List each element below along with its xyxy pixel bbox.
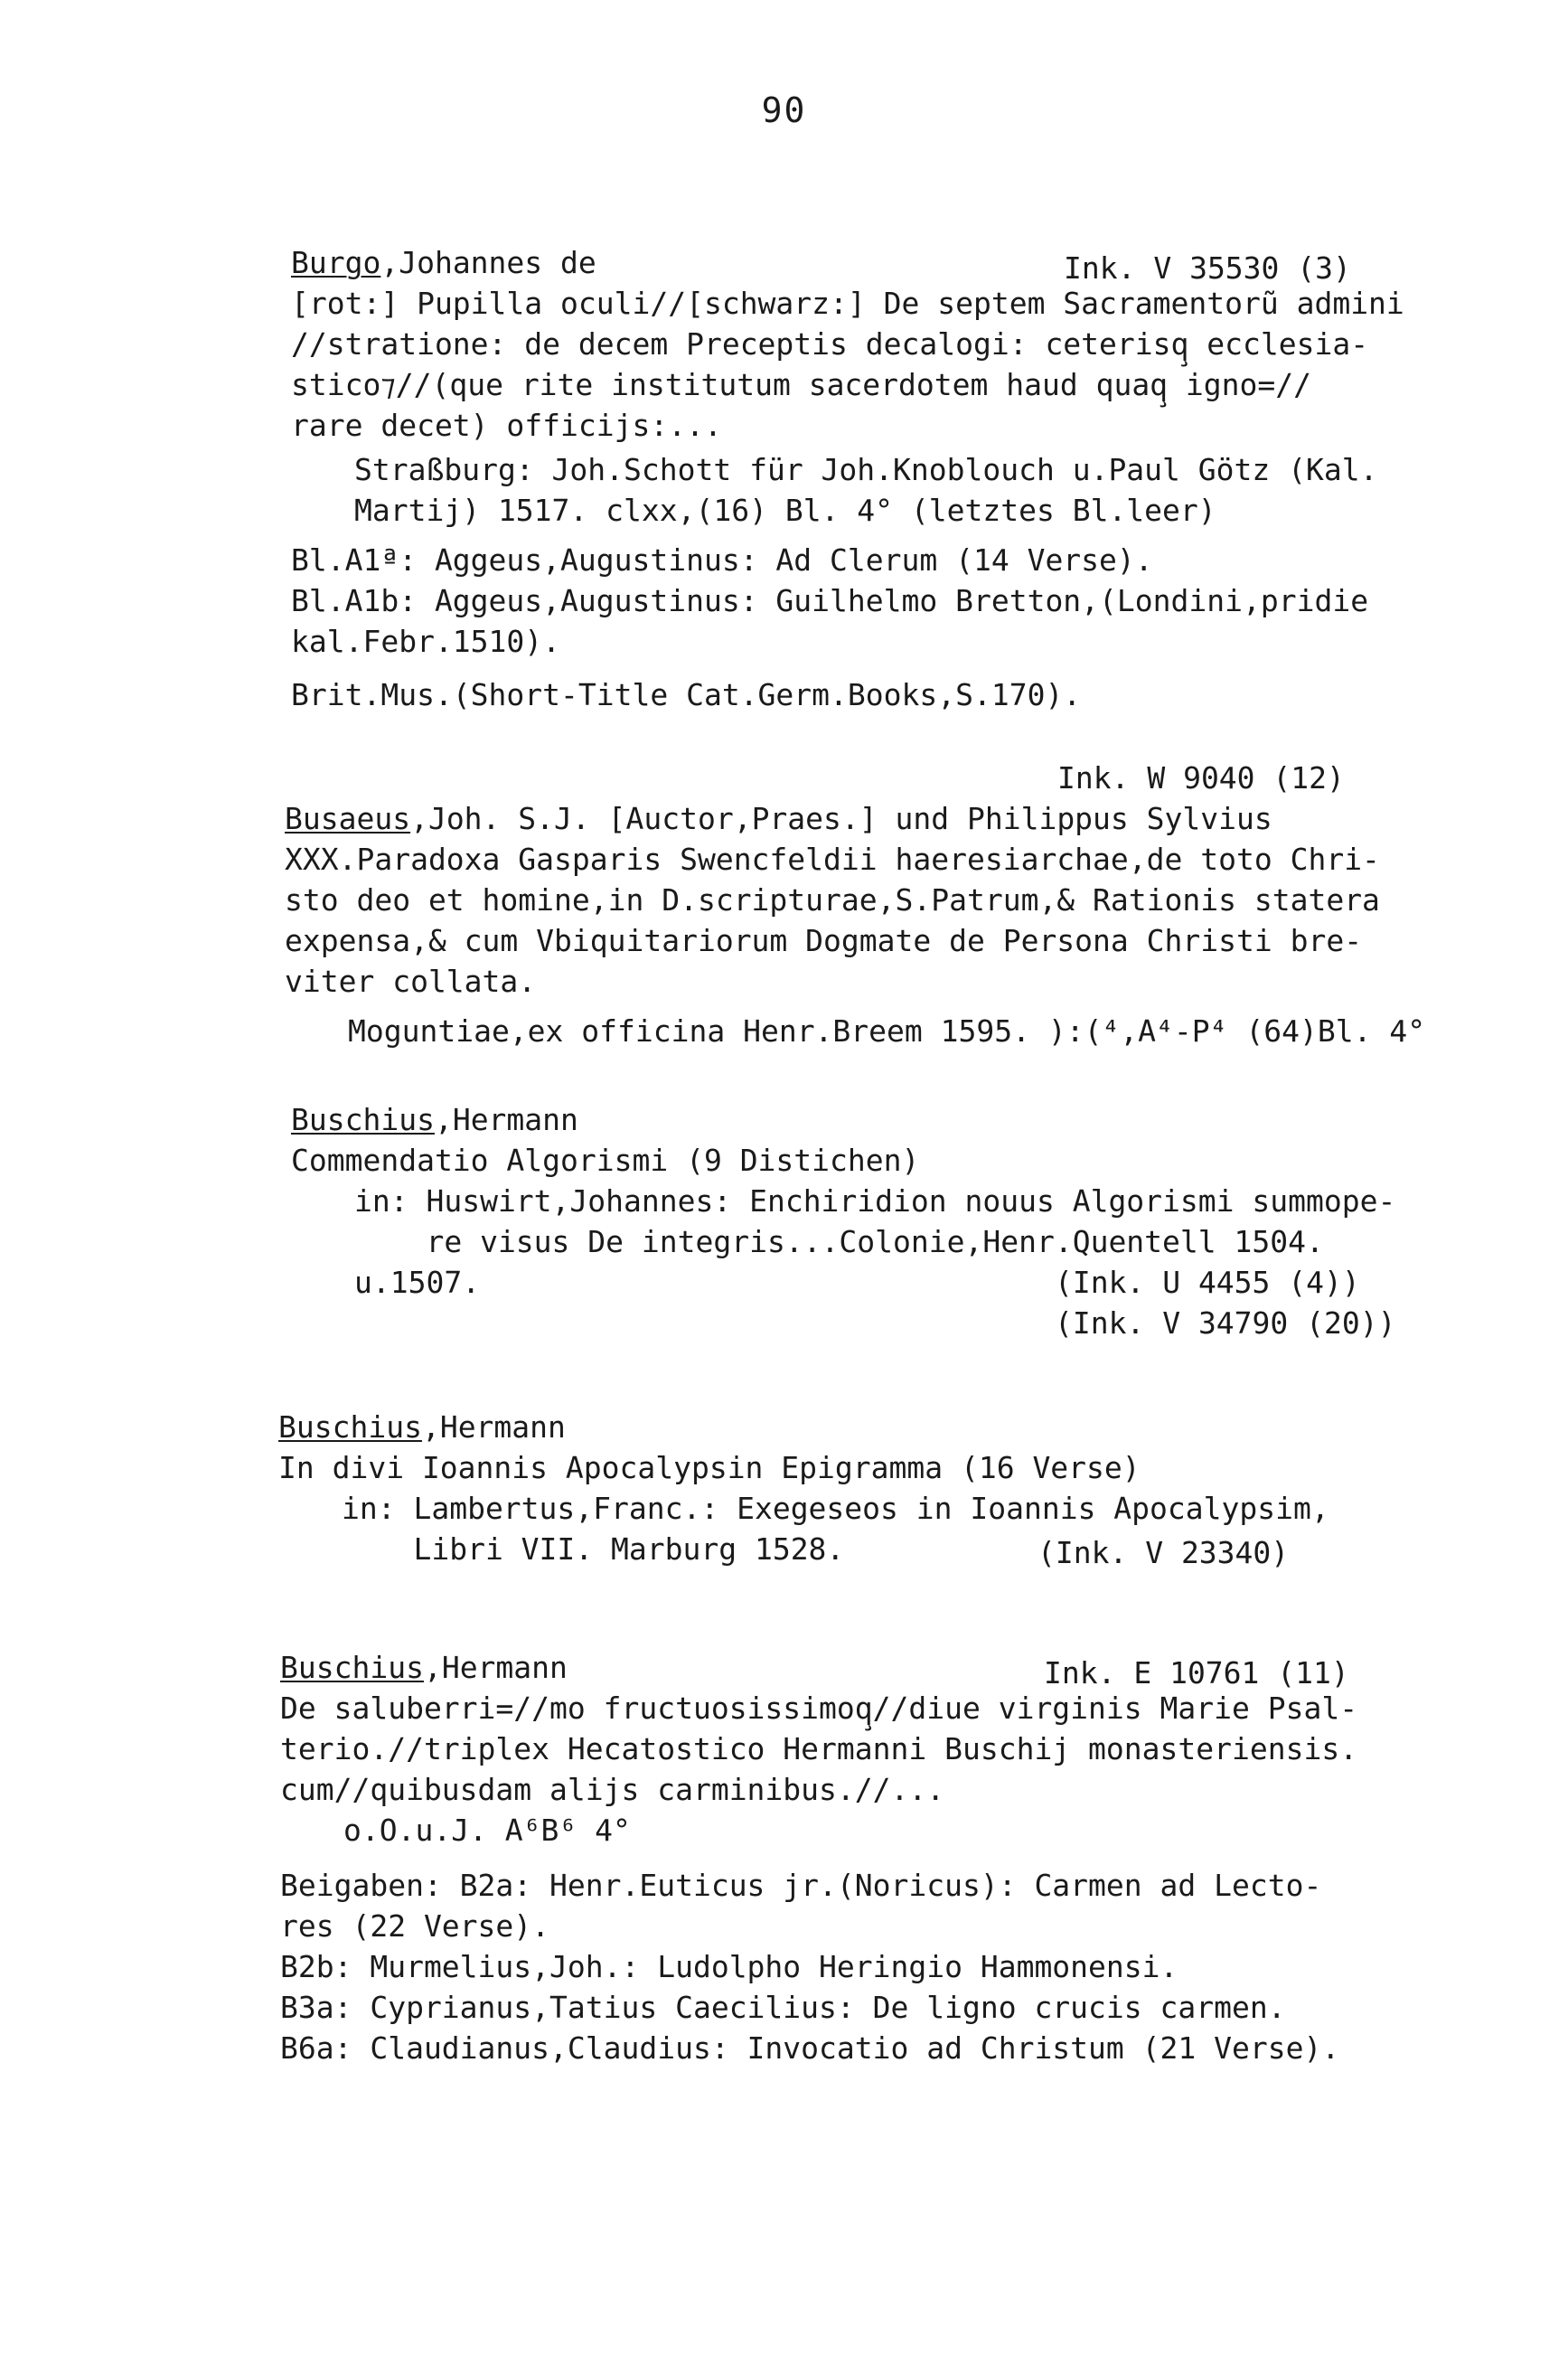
source-line: Brit.Mus.(Short-Title Cat.Germ.Books,S.170). bbox=[291, 677, 1082, 712]
title-line: rare decet) officijs:... bbox=[291, 408, 722, 443]
imprint-line: Martij) 1517. clxx,(16) Bl. 4° (letztes Bl.leer) bbox=[354, 493, 1216, 528]
entry-heading bbox=[291, 1099, 1484, 1140]
in-line: Libri VII. Marburg 1528. bbox=[342, 1531, 845, 1567]
note-line: B3a: Cyprianus,Tatius Caecilius: De ligno crucis carmen. bbox=[280, 1990, 1286, 2025]
in-line: re visus De integris...Colonie,Henr.Quentell 1504. bbox=[354, 1224, 1324, 1259]
imprint-line: Moguntiae,ex officina Henr.Breem 1595. ):(⁴,A⁴-P⁴ (64)Bl. 4° bbox=[348, 1013, 1426, 1049]
title-line: terio.//triplex Hecatostico Hermanni Buschij monasteriensis. bbox=[280, 1731, 1358, 1766]
entry-heading bbox=[285, 798, 1487, 839]
note-line: res (22 Verse). bbox=[280, 1908, 550, 1944]
author-name-rest: ,Joh. S.J. [Auctor,Praes.] und Philippus Sylvius bbox=[410, 801, 1272, 836]
author-name: Buschius bbox=[291, 1102, 435, 1137]
date-line: u.1507. bbox=[354, 1265, 481, 1300]
author-name-rest: ,Hermann bbox=[434, 1102, 578, 1137]
catalog-entry bbox=[285, 758, 1487, 1051]
author-name-rest: ,Hermann bbox=[421, 1409, 566, 1445]
title-line: [rot:] Pupilla oculi//[schwarz:] De septem Sacramentorũ admini bbox=[291, 286, 1404, 321]
title-line: expensa,& cum Vbiquitariorum Dogmate de Persona Christi bre- bbox=[285, 923, 1363, 958]
note-line: Beigaben: B2a: Henr.Euticus jr.(Noricus): Carmen ad Lecto- bbox=[280, 1868, 1322, 1903]
title-line: De saluberri=//mo fructuosissimoq̧//diue virginis Marie Psal- bbox=[280, 1691, 1358, 1726]
in-line: in: Huswirt,Johannes: Enchiridion nouus Algorismi summope- bbox=[354, 1183, 1396, 1219]
catalog-entry bbox=[280, 1647, 1491, 2068]
note-line: Bl.A1b: Aggeus,Augustinus: Guilhelmo Bretton,(Londini,pridie bbox=[291, 583, 1369, 618]
imprint-line: Straßburg: Joh.Schott für Joh.Knoblouch u.Paul Götz (Kal. bbox=[354, 452, 1378, 487]
shelfmark: (Ink. U 4455 (4)) bbox=[1055, 1265, 1360, 1300]
entry-heading bbox=[291, 242, 1484, 286]
author-name: Busaeus bbox=[285, 801, 411, 836]
title-line: Commendatio Algorismi (9 Distichen) bbox=[291, 1143, 920, 1178]
entry-heading bbox=[280, 1647, 1491, 1691]
shelfmark: Ink. E 10761 (11) bbox=[1044, 1655, 1349, 1691]
note-line: Bl.A1ª: Aggeus,Augustinus: Ad Clerum (14 Verse). bbox=[291, 542, 1153, 578]
note-line: B6a: Claudianus,Claudius: Invocatio ad Christum (21 Verse). bbox=[280, 2030, 1340, 2066]
note-line: B2b: Murmelius,Joh.: Ludolpho Heringio Hammonensi. bbox=[280, 1949, 1178, 1984]
catalog-entry bbox=[291, 242, 1484, 715]
imprint-line: o.O.u.J. A⁶B⁶ 4° bbox=[343, 1813, 631, 1848]
title-line: //stratione: de decem Preceptis decalogi: ceterisq̧ ecclesia- bbox=[291, 326, 1369, 362]
shelfmark: (Ink. V 23340) bbox=[1038, 1535, 1290, 1570]
author-name: Burgo bbox=[291, 245, 381, 280]
title-line: In divi Ioannis Apocalypsin Epigramma (16 Verse) bbox=[278, 1450, 1141, 1485]
author-name: Buschius bbox=[278, 1409, 422, 1445]
title-line: cum//quibusdam alijs carminibus.//... bbox=[280, 1772, 945, 1807]
page-number: 90 bbox=[761, 90, 807, 130]
title-line: viter collata. bbox=[285, 964, 537, 999]
note-line: kal.Febr.1510). bbox=[291, 624, 561, 659]
title-line: XXX.Paradoxa Gasparis Swencfeldii haeresiarchae,de toto Chri- bbox=[285, 842, 1380, 877]
catalog-entry bbox=[278, 1407, 1480, 1569]
in-line: in: Lambertus,Franc.: Exegeseos in Ioannis Apocalypsim, bbox=[342, 1491, 1329, 1526]
title-line: sto deo et homine,in D.scripturae,S.Patrum,& Rationis statera bbox=[285, 882, 1380, 918]
author-name: Buschius bbox=[280, 1650, 424, 1685]
entry-heading bbox=[278, 1407, 1480, 1447]
shelfmark: Ink. V 35530 (3) bbox=[1064, 250, 1351, 286]
shelfmark: Ink. W 9040 (12) bbox=[1057, 760, 1345, 796]
author-name-rest: ,Hermann bbox=[423, 1650, 568, 1685]
title-line: stico⁊//(que rite institutum sacerdotem haud quaq̧ igno=// bbox=[291, 367, 1311, 402]
catalog-entry bbox=[291, 1099, 1484, 1343]
shelfmark: (Ink. V 34790 (20)) bbox=[1055, 1305, 1396, 1341]
author-name-rest: ,Johannes de bbox=[380, 245, 596, 280]
